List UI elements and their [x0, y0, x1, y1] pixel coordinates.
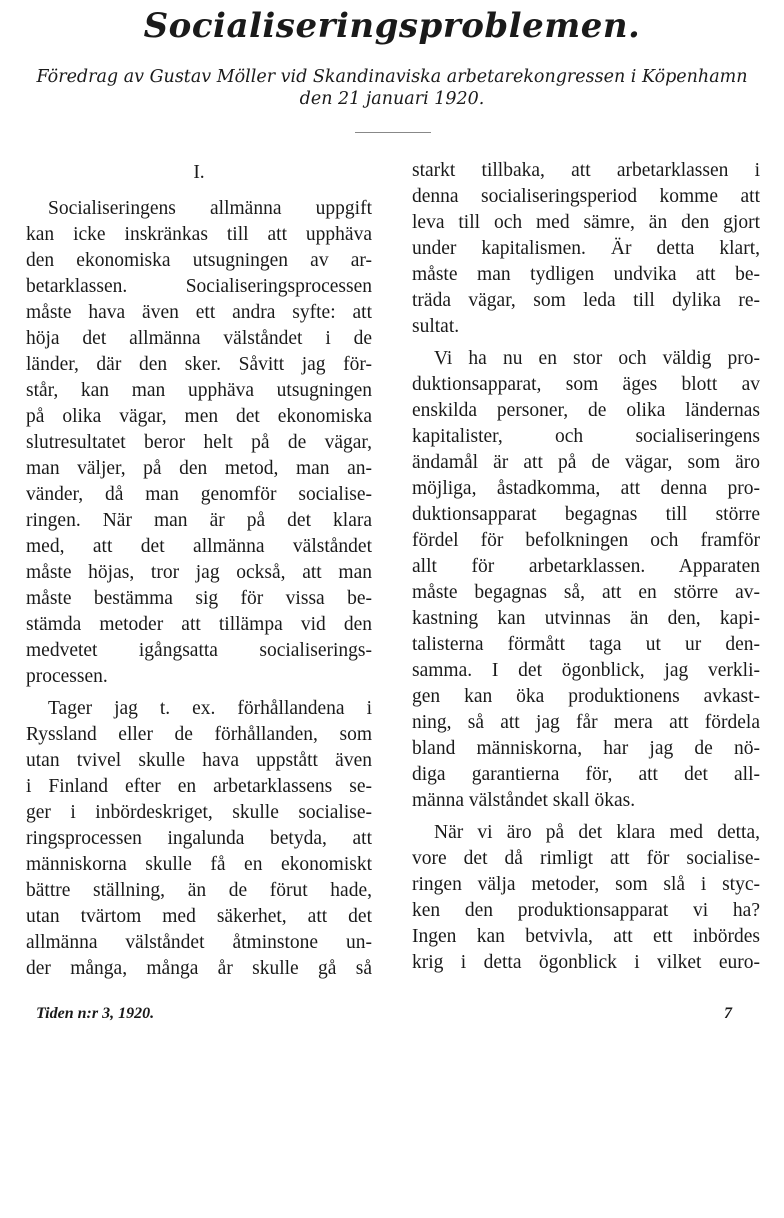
- text-line: under kapitalismen. Är detta klart,: [412, 238, 760, 259]
- text-line: När vi äro på det klara med detta,: [434, 822, 760, 843]
- text-line: bland människorna, har jag de nö-: [412, 738, 760, 759]
- text-line: måste hava även ett andra syfte: att: [26, 302, 372, 323]
- text-line: i Finland efter en arbetarklassens se-: [26, 776, 372, 797]
- text-line: länder, där den sker. Såvitt jag för-: [26, 354, 372, 375]
- text-line: medvetet igångsatta socialiserings-: [26, 640, 372, 661]
- subtitle-line: Föredrag av Gustav Möller vid Skandinaviska arbetarekongressen i Köpenhamn: [36, 67, 748, 87]
- text-line: Socialiseringens allmänna uppgift: [48, 198, 372, 219]
- text-line: samma. I det ögonblick, jag verkli-: [412, 660, 760, 681]
- text-line: man väljer, på den metod, man an-: [26, 458, 372, 479]
- text-line: enskilda personer, de olika ländernas: [412, 400, 760, 421]
- text-line: duktionsapparat, som äges blott av: [412, 374, 760, 395]
- text-line: slutresultatet beror helt på de vägar,: [26, 432, 372, 453]
- text-line: diga garantierna för, att det all-: [412, 764, 760, 785]
- text-line: sultat.: [412, 316, 460, 337]
- text-line: ringen. När man är på det klara: [26, 510, 372, 531]
- text-line: måste bestämma sig för vissa be-: [26, 588, 372, 609]
- text-line: människorna skulle få en ekonomiskt: [26, 854, 372, 875]
- text-line: ning, så att jag får mera att fördela: [412, 712, 760, 733]
- text-line: på olika vägar, men det ekonomiska: [26, 406, 372, 427]
- text-line: ken den produktionsapparat vi ha?: [412, 900, 760, 921]
- text-line: höja det allmänna välståndet i de: [26, 328, 372, 349]
- text-line: träda vägar, som leda till dylika re-: [412, 290, 760, 311]
- text-line: Ryssland eller de förhållanden, som: [26, 724, 372, 745]
- subtitle-line: den 21 januari 1920.: [299, 89, 485, 109]
- text-line: med, att det allmänna välståndet: [26, 536, 372, 557]
- text-line: fördel för befolkningen och framför: [412, 530, 760, 551]
- text-line: måste man tydligen undvika att be-: [412, 264, 760, 285]
- text-line: betarklassen. Socialiseringsprocessen: [26, 276, 372, 297]
- text-line: processen.: [26, 666, 108, 687]
- page-number: 7: [724, 1005, 732, 1022]
- section-number: I.: [193, 162, 205, 183]
- text-line: männa välståndet skall ökas.: [412, 790, 636, 811]
- text-line: måste höjas, tror jag också, att man: [26, 562, 372, 583]
- text-line: vore det då rimligt att för socialise-: [412, 848, 760, 869]
- text-line: står, kan man upphäva utsugningen: [26, 380, 372, 401]
- text-line: vänder, då man genomför socialise-: [26, 484, 372, 505]
- left-column: [26, 160, 372, 982]
- left-column-body: [26, 196, 372, 982]
- text-line: talisterna förmått taga ut ur den-: [412, 634, 760, 655]
- text-line: utan tvärtom med säkerhet, att det: [26, 906, 372, 927]
- text-line: ringsprocessen ingalunda betyda, att: [26, 828, 372, 849]
- text-line: den ekonomiska utsugningen av ar-: [26, 250, 372, 271]
- text-line: starkt tillbaka, att arbetarklassen i: [412, 160, 760, 181]
- text-line: denna socialiseringsperiod komme att: [412, 186, 760, 207]
- text-line: kapitalister, och socialiseringens: [412, 426, 760, 447]
- text-line: möjliga, åstadkomma, att denna pro-: [412, 478, 760, 499]
- text-line: bättre ställning, än de förut hade,: [26, 880, 372, 901]
- text-line: måste begagnas så, att en större av-: [412, 582, 760, 603]
- text-line: ringen välja metoder, som slå i styc-: [412, 874, 760, 895]
- text-line: gen kan öka produktionens avkast-: [412, 686, 760, 707]
- text-line: allmänna välståndet åtminstone un-: [26, 932, 372, 953]
- text-line: krig i detta ögonblick i vilket euro-: [412, 952, 760, 973]
- article-title: Socialiseringsproblemen.: [143, 6, 641, 46]
- article-subtitle: [20, 66, 764, 110]
- footer-source: Tiden n:r 3, 1920.: [36, 1005, 155, 1022]
- text-line: Vi ha nu en stor och väldig pro-: [434, 348, 760, 369]
- text-line: allt för arbetarklassen. Apparaten: [412, 556, 760, 577]
- text-line: kastning kan utvinnas än den, kapi-: [412, 608, 760, 629]
- text-line: der många, många år skulle gå så: [26, 958, 372, 979]
- text-line: ger i inbördeskriget, skulle socialise-: [26, 802, 372, 823]
- right-column: [412, 158, 760, 976]
- text-line: Ingen kan betvivla, att ett inbördes: [412, 926, 760, 947]
- text-line: Tager jag t. ex. förhållandena i: [48, 698, 372, 719]
- text-line: leva till och med sämre, än den gjort: [412, 212, 760, 233]
- text-line: ändamål är att på de vägar, som äro: [412, 452, 760, 473]
- text-line: utan tvivel skulle hava uppstått även: [26, 750, 372, 771]
- text-line: kan icke inskränkas till att upphäva: [26, 224, 372, 245]
- text-line: duktionsapparat begagnas till större: [412, 504, 760, 525]
- text-line: stämda metoder att tillämpa vid den: [26, 614, 372, 635]
- right-column-body: [412, 158, 760, 976]
- title-divider: [355, 132, 431, 133]
